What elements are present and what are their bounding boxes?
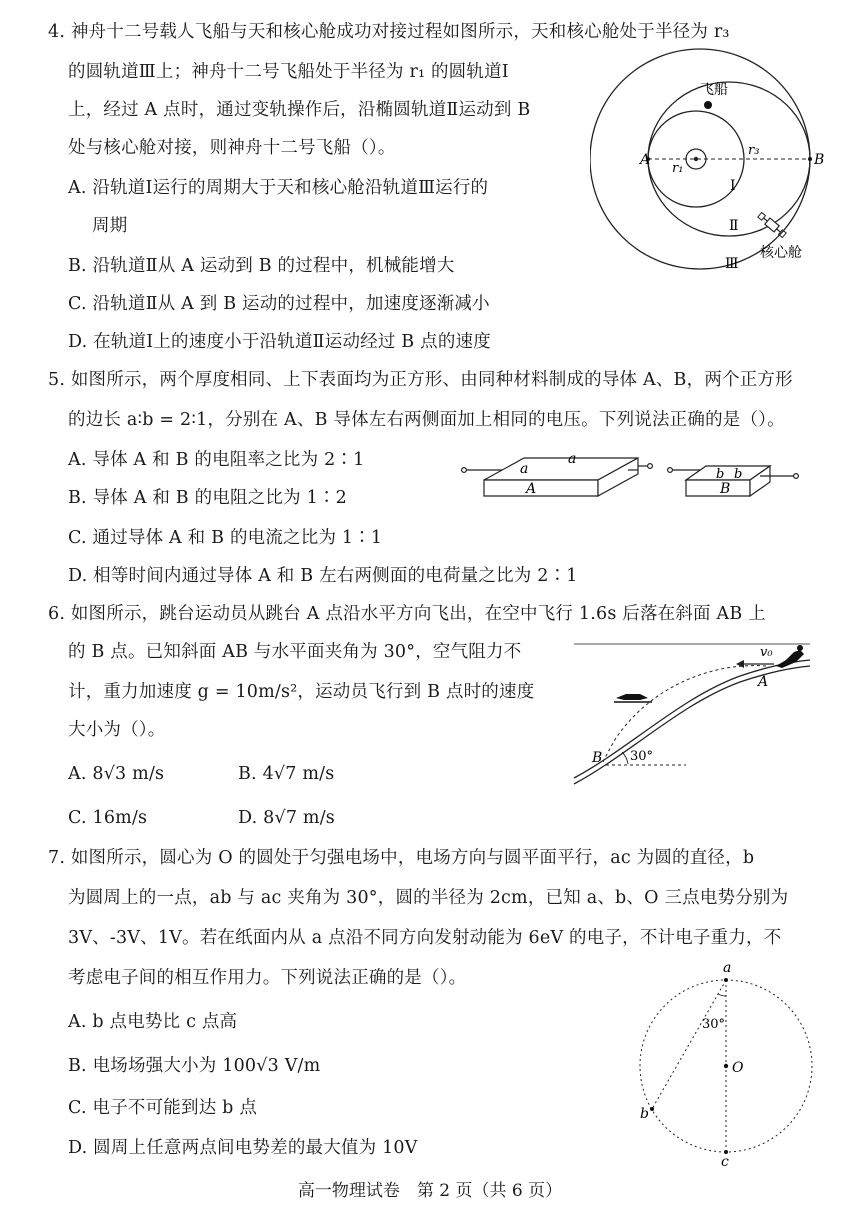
q7-line2: 为圆周上的一点，ab 与 ac 夹角为 30°，圆的半径为 2cm，已知 a、b、O 三点电势分别为 [68, 888, 789, 908]
point-a-dot [724, 978, 728, 982]
q6-option-b: B. 4√7 m/s [238, 764, 335, 784]
angle-arc [622, 752, 628, 764]
q4-option-a-cont: 周期 [92, 216, 128, 236]
conductor-B-front [686, 480, 750, 496]
label-A: A [758, 674, 769, 690]
ship-dot [704, 101, 712, 109]
v0-arrowhead [736, 660, 744, 668]
label-O: O [732, 1060, 744, 1076]
skier-flying-icon [614, 694, 652, 702]
label-angle: 30° [630, 749, 654, 764]
page-footer: 高一物理试卷 第 2 页（共 6 页） [297, 1181, 563, 1201]
label-b-right: b [734, 467, 743, 482]
q5-line1: 5. 如图所示，两个厚度相同、上下表面均为正方形、由同种材料制成的导体 A、B，两个正方形 [48, 370, 793, 390]
q4-option-c: C. 沿轨道Ⅱ从 A 到 B 运动的过程中，加速度逐渐减小 [68, 294, 490, 314]
orbit-figure [590, 44, 840, 284]
conductor-figure [458, 446, 818, 508]
q6-option-c: C. 16m/s [68, 808, 148, 828]
q4-option-d: D. 在轨道Ⅰ上的速度小于沿轨道Ⅱ运动经过 B 点的速度 [68, 332, 491, 352]
label-b-left: b [716, 467, 725, 482]
label-ship: 飞船 [700, 82, 728, 98]
q6-line1: 6. 如图所示，跳台运动员从跳台 A 点沿水平方向飞出，在空中飞行 1.6s 后落在斜面 AB 上 [48, 604, 766, 624]
label-r1: r₁ [672, 161, 684, 176]
ski-jump-figure [570, 638, 814, 788]
label-B-conductor: B [720, 481, 731, 497]
label-B: B [592, 750, 603, 766]
q7-line1: 7. 如图所示，圆心为 O 的圆处于匀强电场中，电场方向与圆平面平行，ac 为圆的直径，b [48, 848, 755, 868]
chord-ab [652, 980, 726, 1109]
q6-line4: 大小为（）。 [68, 720, 166, 740]
label-B: B [814, 152, 825, 168]
label-A-conductor: A [526, 481, 537, 497]
q6-option-d: D. 8√7 m/s [238, 808, 335, 828]
label-a-left: a [520, 461, 529, 477]
point-O-dot [724, 1064, 728, 1068]
q4-line4: 处与核心舱对接，则神舟十二号飞船（）。 [68, 138, 396, 158]
conductor-A-front [484, 480, 598, 496]
circle-field-figure [628, 956, 828, 1170]
earth-center [694, 157, 698, 161]
q7-option-b: B. 电场场强大小为 100√3 V/m [68, 1056, 321, 1076]
label-a: a [723, 960, 732, 976]
q5-option-c: C. 通过导体 A 和 B 的电流之比为 1∶1 [68, 528, 383, 548]
q4-line3: 上，经过 A 点时，通过变轨操作后，沿椭圆轨道Ⅱ运动到 B [68, 100, 531, 120]
q5-line2: 的边长 a∶b = 2∶1，分别在 A、B 导体左右两侧面加上相同的电压。下列说法正确的是（）。 [68, 410, 785, 430]
q5-option-a: A. 导体 A 和 B 的电阻率之比为 2∶1 [68, 450, 365, 470]
label-orbit-II: Ⅱ [729, 218, 739, 234]
q6-line3: 计，重力加速度 g = 10m/s²，运动员飞行到 B 点时的速度 [68, 682, 535, 702]
label-r3: r₃ [748, 143, 760, 158]
q4-option-b: B. 沿轨道Ⅱ从 A 运动到 B 的过程中，机械能增大 [68, 256, 455, 276]
q7-option-c: C. 电子不可能到达 b 点 [68, 1098, 258, 1118]
q6-option-a: A. 8√3 m/s [68, 764, 165, 784]
q5-option-d: D. 相等时间内通过导体 A 和 B 左右两侧面的电荷量之比为 2∶1 [68, 566, 578, 586]
q6-line2: 的 B 点。已知斜面 AB 与水平面夹角为 30°，空气阻力不 [68, 642, 522, 662]
label-core: 核心舱 [760, 245, 802, 261]
skier-icon [776, 645, 804, 668]
q4-line2: 的圆轨道Ⅲ上；神舟十二号飞船处于半径为 r₁ 的圆轨道Ⅰ [68, 62, 509, 82]
label-angle: 30° [702, 1017, 726, 1032]
label-v0: v₀ [760, 645, 773, 660]
label-A: A [640, 152, 651, 168]
label-orbit-I: Ⅰ [730, 178, 736, 194]
q7-option-a: A. b 点电势比 c 点高 [68, 1012, 238, 1032]
q4-option-a: A. 沿轨道Ⅰ运行的周期大于天和核心舱沿轨道Ⅲ运行的 [68, 178, 489, 198]
slope-upper [574, 660, 810, 778]
point-b-dot [650, 1107, 654, 1111]
q7-line3: 3V、-3V、1V。若在纸面内从 a 点沿不同方向发射动能为 6eV 的电子，不计电子重力，不 [68, 928, 782, 948]
label-a-top: a [568, 451, 577, 467]
q7-option-d: D. 圆周上任意两点间电势差的最大值为 10V [68, 1138, 418, 1158]
angle-arc [718, 994, 726, 996]
core-module-icon [757, 212, 787, 239]
label-c: c [721, 1154, 729, 1170]
q4-line1: 4. 神舟十二号载人飞船与天和核心舱成功对接过程如图所示，天和核心舱处于半径为 r₃ [48, 22, 730, 42]
q7-line4: 考虑电子间的相互作用力。下列说法正确的是（）。 [68, 968, 467, 988]
point-B-dot [808, 157, 812, 161]
slope-lower [574, 666, 810, 784]
q5-option-b: B. 导体 A 和 B 的电阻之比为 1∶2 [68, 488, 347, 508]
label-b: b [640, 1106, 649, 1122]
label-orbit-III: Ⅲ [725, 256, 739, 272]
trajectory [602, 666, 769, 764]
